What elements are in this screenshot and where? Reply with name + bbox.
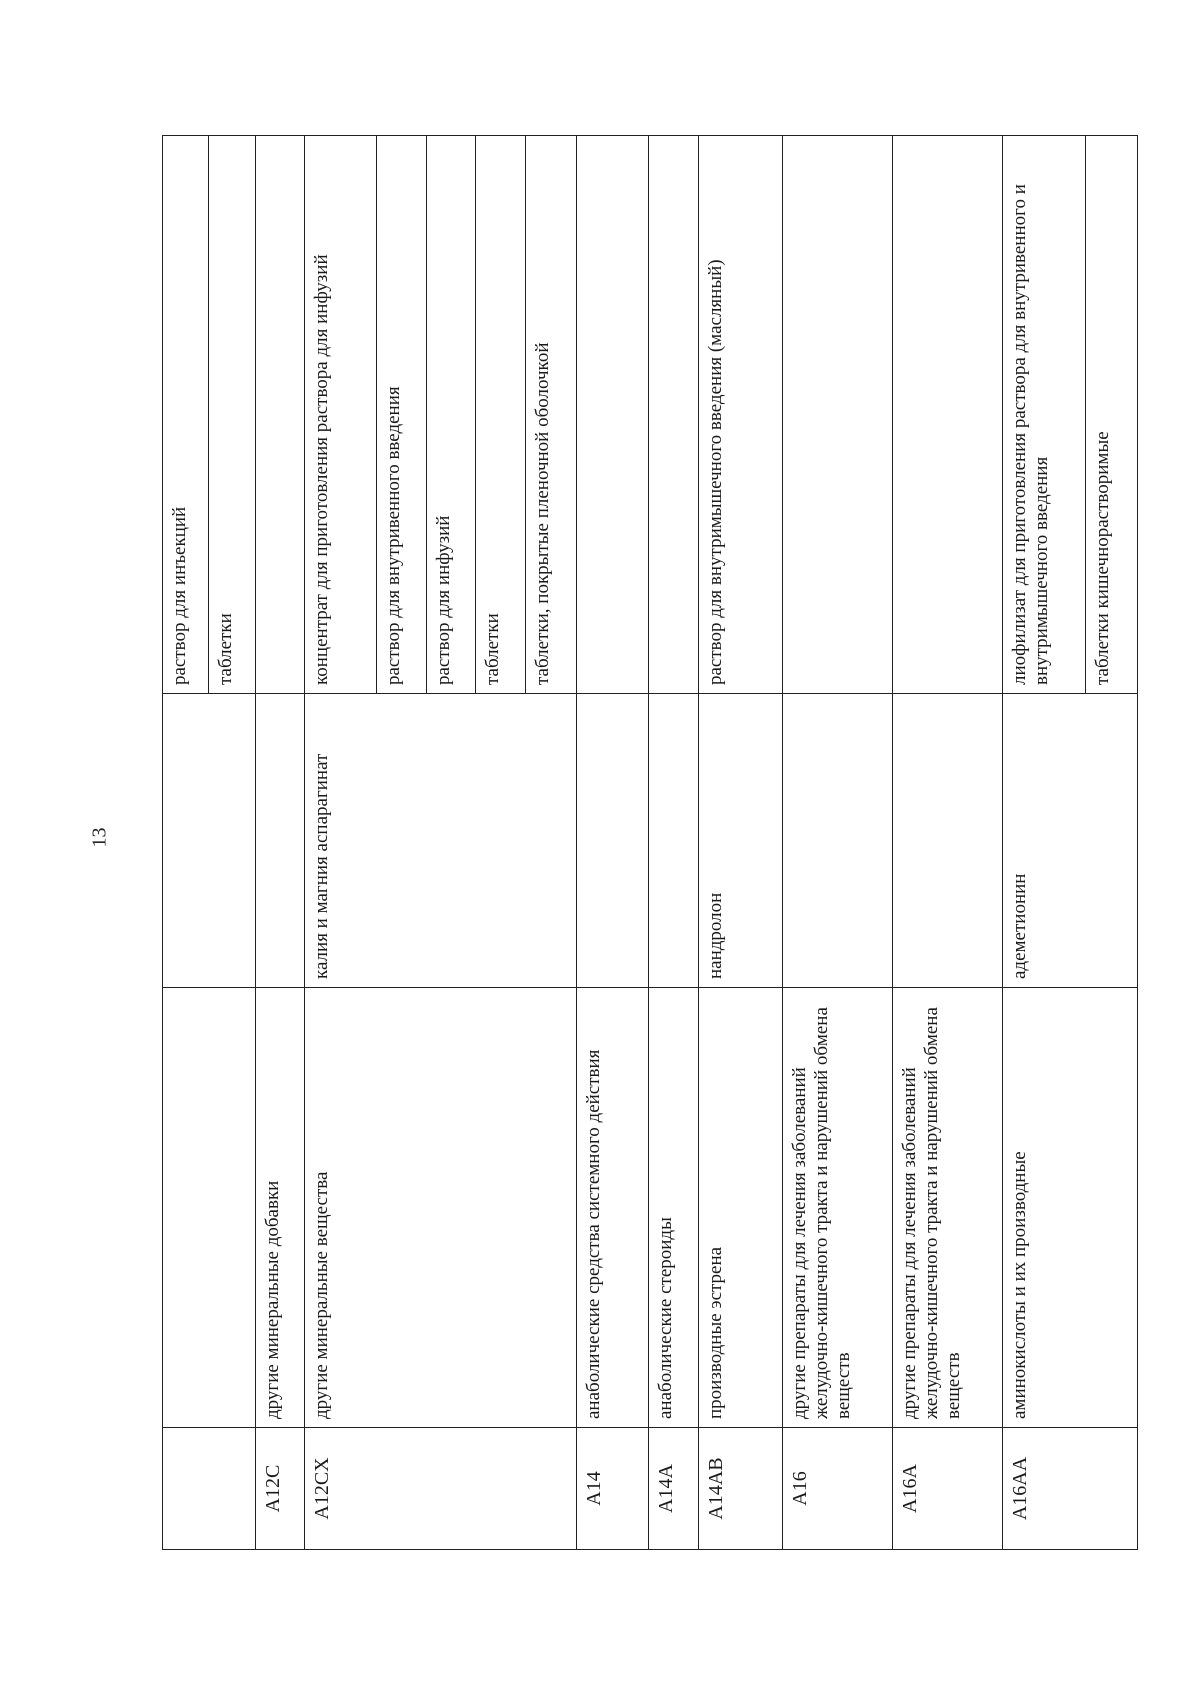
substance-cell bbox=[649, 694, 699, 988]
substance-cell bbox=[576, 694, 649, 988]
atc-code-cell bbox=[163, 1428, 256, 1550]
substance-cell: адеметионин bbox=[1002, 694, 1137, 988]
table-row bbox=[255, 136, 305, 1550]
substance-cell: калия и магния аспарагинат bbox=[305, 694, 576, 988]
atc-code-cell: A14AB bbox=[699, 1428, 783, 1550]
group-cell: другие препараты для лечения заболеваний желудочно-кишечного тракта и нарушений обмена веществ bbox=[893, 988, 1003, 1428]
group-cell: производные эстрена bbox=[699, 988, 783, 1428]
substance-cell bbox=[893, 694, 1003, 988]
group-cell bbox=[163, 988, 256, 1428]
form-cell: таблетки bbox=[209, 136, 255, 694]
group-cell: анаболические стероиды bbox=[649, 988, 699, 1428]
table-row bbox=[305, 136, 377, 1550]
drug-table bbox=[162, 136, 1138, 1550]
atc-code-cell: A12C bbox=[255, 1428, 305, 1550]
atc-code-cell: A16AA bbox=[1002, 1428, 1137, 1550]
substance-cell bbox=[163, 694, 256, 988]
table-row bbox=[163, 136, 209, 1550]
atc-code-cell: A16 bbox=[783, 1428, 893, 1550]
form-cell: раствор для внутривенного введения bbox=[377, 136, 427, 694]
table-row bbox=[649, 136, 699, 1550]
table-row bbox=[893, 136, 1003, 1550]
form-cell: раствор для внутримышечного введения (масляный) bbox=[699, 136, 783, 694]
form-cell: лиофилизат для приготовления раствора для внутривенного и внутримышечного введения bbox=[1002, 136, 1085, 694]
atc-code-cell: A16A bbox=[893, 1428, 1003, 1550]
table-row bbox=[783, 136, 893, 1550]
group-cell: аминокислоты и их производные bbox=[1002, 988, 1137, 1428]
form-cell: таблетки bbox=[476, 136, 526, 694]
substance-cell bbox=[783, 694, 893, 988]
form-cell bbox=[255, 136, 305, 694]
form-cell bbox=[649, 136, 699, 694]
form-cell bbox=[576, 136, 649, 694]
group-cell: другие минеральные добавки bbox=[255, 988, 305, 1428]
table-row bbox=[1002, 136, 1085, 1550]
form-cell: раствор для инфузий bbox=[426, 136, 476, 694]
atc-code-cell: A14A bbox=[649, 1428, 699, 1550]
form-cell: таблетки, покрытые пленочной оболочкой bbox=[525, 136, 576, 694]
table-row bbox=[699, 136, 783, 1550]
atc-code-cell: A14 bbox=[576, 1428, 649, 1550]
form-cell: концентрат для приготовления раствора для инфузий bbox=[305, 136, 377, 694]
page-number: 13 bbox=[88, 827, 111, 848]
atc-code-cell: A12CX bbox=[305, 1428, 576, 1550]
form-cell: таблетки кишечнорастворимые bbox=[1086, 136, 1138, 694]
form-cell bbox=[893, 136, 1003, 694]
substance-cell: нандролон bbox=[699, 694, 783, 988]
form-cell bbox=[783, 136, 893, 694]
form-cell: раствор для инъекций bbox=[163, 136, 209, 694]
table-row bbox=[576, 136, 649, 1550]
group-cell: другие минеральные вещества bbox=[305, 988, 576, 1428]
group-cell: анаболические средства системного действия bbox=[576, 988, 649, 1428]
group-cell: другие препараты для лечения заболеваний желудочно-кишечного тракта и нарушений обмена веществ bbox=[783, 988, 893, 1428]
substance-cell bbox=[255, 694, 305, 988]
